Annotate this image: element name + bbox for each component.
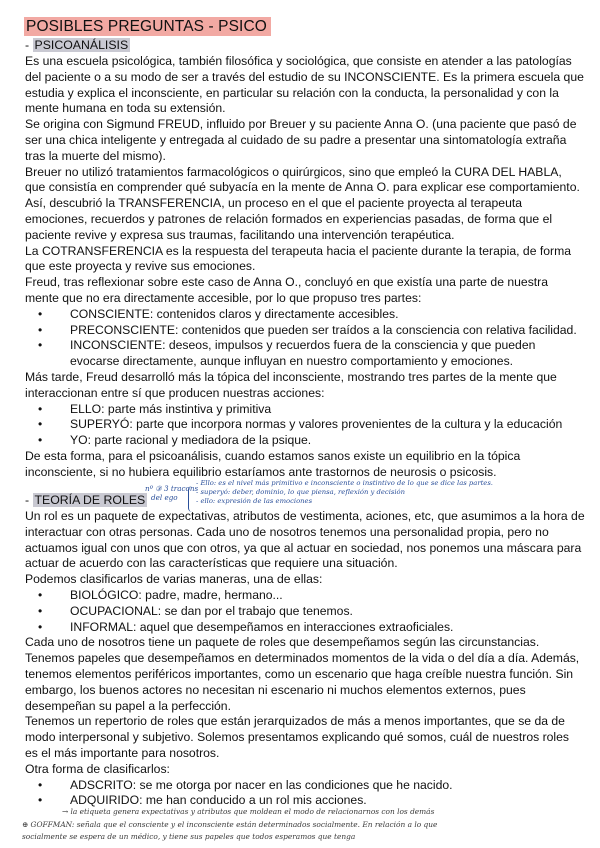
paragraph: Más tarde, Freud desarrolló más la tópica del inconsciente, mostrando tres partes de la mente que interaccionan entre sí que producen nuestras acciones: — [25, 369, 557, 400]
list-item: • INFORMAL: aquel que desempeñamos en interacciones extraoficiales. — [25, 620, 585, 636]
paragraph: Es una escuela psicológica, también filosófica y sociológica, que consiste en atender a las patologías del paciente o a su modo de ser a través del estudio de su INCONSCIENTE. Es la primera escuela que estudia y explica el inconsciente, en particular su relación con la conducta, la personalidad y con la mente humana en toda su extensión. — [25, 54, 584, 116]
paragraph: Freud, tras reflexionar sobre este caso de Anna O., concluyó en que existía una parte de nuestra mente que no era directamente accesible, por lo que propuso tres partes: — [25, 275, 549, 305]
paragraph: La COTRANSFERENCIA es la respuesta del terapeuta hacia el paciente durante la terapia, de forma que este proyecta y revive sus emociones. — [25, 243, 572, 274]
list-item: • ADQUIRIDO: me han conducido a un rol mis acciones. — [25, 793, 585, 809]
paragraph: Así, descubrió la TRANSFERENCIA, un proceso en el que el paciente proyecta al terapeuta emociones, recuerdos y patrones de relación formados en experiencias pasadas, de forma que el paciente revive y expresa sus traumas, facilitando una intervención terapéutica. — [25, 196, 553, 242]
paragraph: Tenemos un repertorio de roles que están jerarquizados de más a menos importantes, que se da de modo interpersonal y subjetivo. Solemos presentamos explicando qué somos, cuál de nuestros roles es el más importante para nosotros. — [25, 714, 569, 760]
bullet-list — [25, 588, 585, 635]
list-item: • INCONSCIENTE: deseos, impulsos y recuerdos fuera de la consciencia y que pueden evocarse directamente, aunque influyan en nuestro comportamiento y emociones. — [25, 338, 585, 370]
paragraph: Podemos clasificarlos de varias maneras, una de ellas: — [25, 572, 323, 587]
list-item: • BIOLÓGICO: padre, madre, hermano... — [25, 588, 585, 604]
list-item: • CONSCIENTE: contenidos claros y directamente accesibles. — [25, 307, 585, 323]
bullet-list — [25, 402, 585, 449]
psicoanalisis-body — [25, 54, 585, 481]
section-heading-label: PSICOANÁLISIS — [34, 38, 129, 52]
list-item: • SUPERYÓ: parte que incorpora normas y valores provenientes de la cultura y la educación — [25, 417, 585, 433]
paragraph: Un rol es un paquete de expectativas, atributos de vestimenta, aciones, etc, que asumimos a la hora de interactuar con otras personas. Cada uno de nosotros tenemos una personalidad propia, pero no actuamos igual con unos que con otros, ya que al actuar en sociedad, nos ponemos una máscara para actuar de acuerdo con las características que requiere una situación. — [25, 509, 585, 571]
list-item: • ELLO: parte más instintiva y primitiva — [25, 402, 585, 418]
handwritten-right-notes: - Ello: es el nivel más primitivo e inconsciente o instintivo de lo que se dice las partes. - superyó: deber, dominio, lo que piensa, reflexión y decisión - ello: expresión de las emociones — [196, 479, 493, 505]
handwritten-bottom-note: socialmente se espera de un médico, y tiene sus papeles que todos esperamos que tenga — [22, 832, 356, 841]
paragraph: Otra forma de clasificarlos: — [25, 761, 170, 776]
bullet-list — [25, 307, 585, 370]
handwritten-bottom-note: ⊕ GOFFMAN: señala que el consciente y el inconsciente están determinados socialmente. En relación a lo que — [22, 820, 438, 829]
handwritten-margin-note: nº ③ 3 tracons del ego — [145, 484, 199, 502]
list-item: • ADSCRITO: se me otorga por nacer en las condiciones que he nacido. — [25, 778, 585, 794]
list-item: • YO: parte racional y mediadora de la psique. — [25, 433, 585, 449]
section-heading-teoria-roles: - TEORÍA DE ROLES — [25, 493, 146, 507]
paragraph: Cada uno de nosotros tiene un paquete de roles que desempeñamos según las circunstancias. Tenemos papeles que desempeñamos en determinados momentos de la vida o del día a día. Además, tenemos elementos periféricos importantes, como un escenario que haga creíble nuestra función. Sin embargo, los buenos actores no necesitan ni escenario ni muchos elementos externos, pues desempeñan su papel a la perfección. — [25, 635, 580, 713]
paragraph: De esta forma, para el psicoanálisis, cuando estamos sanos existe un equilibrio en la tópica inconsciente, si no hubiera equilibrio estaríamos ante trastornos de neurosis o psicosis. — [25, 448, 521, 479]
paragraph: Breuer no utilizó tratamientos farmacológicos o quirúrgicos, sino que empleó la CURA DEL HABLA, que consistía en comprender qué subyacía en la mente de Anna O. para explicar ese comportamiento. — [25, 164, 580, 195]
teoria-roles-body — [25, 509, 585, 809]
page-title: POSIBLES PREGUNTAS - PSICO — [24, 17, 271, 36]
bullet-list — [25, 778, 585, 810]
section-heading-psicoanalisis: - PSICOANÁLISIS — [25, 38, 129, 52]
section-heading-label: TEORÍA DE ROLES — [34, 493, 146, 507]
handwritten-bottom-note: → la etiqueta genera expectativas y atributos que moldean el modo de relacionarnos con los demás — [62, 807, 435, 816]
paragraph: Se origina con Sigmund FREUD, influido por Breuer y su paciente Anna O. (una paciente que pasó de ser una chica inteligente y entregada al cuidado de su padre a presentar una sintomatología extraña tras la muerte del mismo). — [25, 117, 577, 163]
list-item: • OCUPACIONAL: se dan por el trabajo que tenemos. — [25, 604, 585, 620]
list-item: • PRECONSCIENTE: contenidos que pueden ser traídos a la consciencia con relativa facilidad. — [25, 323, 585, 339]
